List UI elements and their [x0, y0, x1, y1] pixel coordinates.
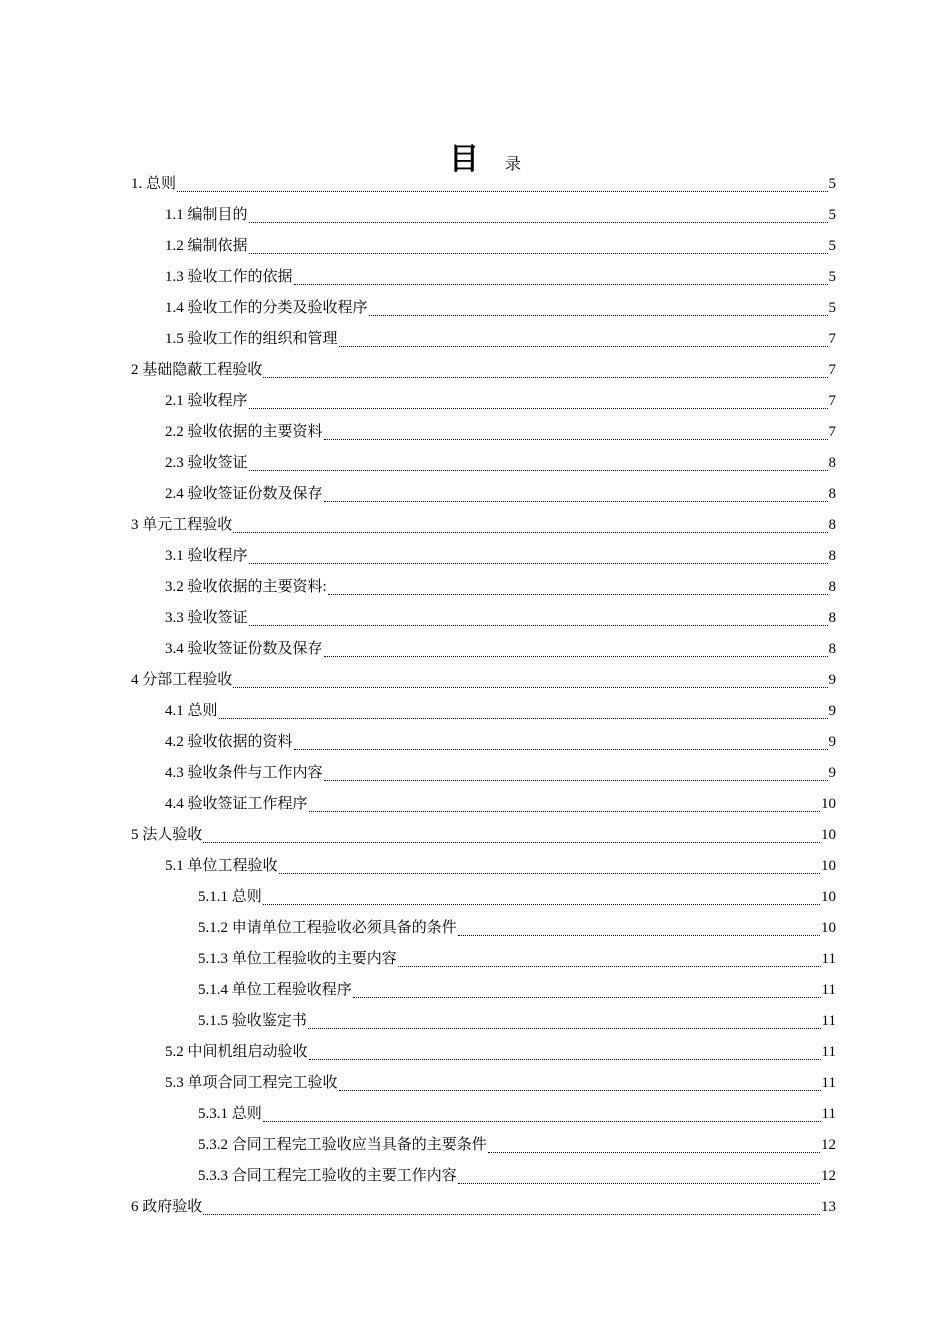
toc-entry-page-number: 5: [828, 300, 836, 316]
toc-entry-page-number: 9: [828, 672, 836, 688]
toc-entry[interactable]: [0, 355, 950, 386]
toc-entry[interactable]: [0, 851, 950, 882]
toc-entry[interactable]: [0, 665, 950, 696]
dot-leader: [324, 655, 828, 657]
toc-entry-label: 5.1.3 单位工程验收的主要内容: [198, 951, 397, 967]
toc-entry[interactable]: [0, 1068, 950, 1099]
dot-leader: [279, 872, 820, 874]
dot-leader: [233, 686, 827, 688]
dot-leader: [203, 1213, 820, 1215]
toc-entry[interactable]: [0, 479, 950, 510]
dot-leader: [249, 562, 828, 564]
dot-leader: [309, 810, 820, 812]
toc-entry-page-number: 5: [828, 269, 836, 285]
toc-entry[interactable]: [0, 975, 950, 1006]
toc-entry[interactable]: [0, 448, 950, 479]
toc-entry-label: 5.2 中间机组启动验收: [165, 1044, 308, 1060]
toc-entry-page-number: 8: [828, 486, 836, 502]
dot-leader: [249, 624, 828, 626]
dot-leader: [328, 593, 828, 595]
toc-entry-page-number: 11: [821, 1013, 836, 1029]
toc-entry-page-number: 8: [828, 455, 836, 471]
toc-entry[interactable]: [0, 1192, 950, 1223]
toc-entry-label: 5.3.3 合同工程完工验收的主要工作内容: [198, 1168, 457, 1184]
toc-entry-label: 3.3 验收签证: [165, 610, 248, 626]
toc-entry-page-number: 8: [828, 517, 836, 533]
toc-entry-page-number: 8: [828, 641, 836, 657]
dot-leader: [249, 407, 828, 409]
dot-leader: [353, 996, 821, 998]
toc-entry-label: 4.2 验收依据的资料: [165, 734, 293, 750]
dot-leader: [294, 283, 828, 285]
toc-entry-label: 1.5 验收工作的组织和管理: [165, 331, 338, 347]
toc-entry-label: 5.1.1 总则: [198, 889, 262, 905]
toc-entry-page-number: 10: [821, 827, 836, 843]
toc-entry-label: 4.4 验收签证工作程序: [165, 796, 308, 812]
toc-entry-label: 2.2 验收依据的主要资料: [165, 424, 323, 440]
dot-leader: [263, 1120, 821, 1122]
toc-entry-page-number: 12: [821, 1137, 836, 1153]
dot-leader: [339, 1089, 821, 1091]
toc-entry-label: 5.3.1 总则: [198, 1106, 262, 1122]
toc-entry[interactable]: [0, 1099, 950, 1130]
toc-entry-page-number: 10: [821, 889, 836, 905]
toc-entry-page-number: 9: [828, 703, 836, 719]
toc-entry-page-number: 11: [821, 1075, 836, 1091]
toc-entry[interactable]: [0, 541, 950, 572]
toc-entry-page-number: 7: [828, 362, 836, 378]
toc-entry[interactable]: [0, 386, 950, 417]
toc-entry-label: 2.1 验收程序: [165, 393, 248, 409]
toc-entry-label: 2.4 验收签证份数及保存: [165, 486, 323, 502]
toc-title-sub: 录: [504, 156, 521, 173]
toc-entry-label: 2 基础隐蔽工程验收: [131, 362, 263, 378]
toc-entry-label: 3.1 验收程序: [165, 548, 248, 564]
toc-entry-label: 1.2 编制依据: [165, 238, 248, 254]
toc-entry-page-number: 11: [821, 1044, 836, 1060]
toc-entry[interactable]: [0, 696, 950, 727]
toc-entry[interactable]: [0, 603, 950, 634]
toc-entry-page-number: 7: [828, 424, 836, 440]
toc-entry-page-number: 8: [828, 548, 836, 564]
dot-leader: [324, 779, 828, 781]
toc-list: [0, 169, 950, 1223]
toc-entry-page-number: 10: [821, 858, 836, 874]
toc-entry[interactable]: [0, 293, 950, 324]
toc-entry-label: 4 分部工程验收: [131, 672, 233, 688]
toc-entry-page-number: 5: [828, 207, 836, 223]
toc-entry[interactable]: [0, 510, 950, 541]
toc-entry[interactable]: [0, 789, 950, 820]
toc-entry[interactable]: [0, 417, 950, 448]
dot-leader: [249, 221, 828, 223]
dot-leader: [458, 1182, 820, 1184]
toc-entry[interactable]: [0, 913, 950, 944]
toc-entry-label: 6 政府验收: [131, 1199, 203, 1215]
toc-entry-label: 4.1 总则: [165, 703, 218, 719]
toc-entry-label: 2.3 验收签证: [165, 455, 248, 471]
toc-entry[interactable]: [0, 169, 950, 200]
dot-leader: [249, 469, 828, 471]
dot-leader: [294, 748, 828, 750]
toc-entry-page-number: 5: [828, 176, 836, 192]
toc-entry-label: 3 单元工程验收: [131, 517, 233, 533]
dot-leader: [398, 965, 821, 967]
dot-leader: [458, 934, 820, 936]
dot-leader: [177, 190, 827, 192]
toc-entry-label: 1.1 编制目的: [165, 207, 248, 223]
dot-leader: [308, 1027, 821, 1029]
toc-entry-label: 3.2 验收依据的主要资料:: [165, 579, 327, 595]
dot-leader: [219, 717, 828, 719]
toc-entry[interactable]: [0, 882, 950, 913]
toc-entry-label: 3.4 验收签证份数及保存: [165, 641, 323, 657]
toc-entry-page-number: 10: [821, 796, 836, 812]
toc-entry-label: 5.1.5 验收鉴定书: [198, 1013, 307, 1029]
toc-entry-label: 1.3 验收工作的依据: [165, 269, 293, 285]
dot-leader: [263, 376, 827, 378]
toc-entry-label: 5.1 单位工程验收: [165, 858, 278, 874]
toc-entry-label: 5 法人验收: [131, 827, 203, 843]
toc-entry[interactable]: [0, 262, 950, 293]
dot-leader: [309, 1058, 821, 1060]
toc-entry-label: 4.3 验收条件与工作内容: [165, 765, 323, 781]
toc-entry[interactable]: [0, 1130, 950, 1161]
toc-title-main: 目: [448, 143, 479, 176]
dot-leader: [324, 438, 828, 440]
toc-entry[interactable]: [0, 1161, 950, 1192]
toc-entry[interactable]: [0, 324, 950, 355]
toc-entry-page-number: 9: [828, 765, 836, 781]
toc-entry[interactable]: [0, 200, 950, 231]
toc-entry[interactable]: [0, 1006, 950, 1037]
toc-entry[interactable]: [0, 820, 950, 851]
toc-entry[interactable]: [0, 758, 950, 789]
toc-entry-page-number: 11: [821, 951, 836, 967]
toc-entry-page-number: 7: [828, 331, 836, 347]
dot-leader: [339, 345, 828, 347]
toc-entry[interactable]: [0, 944, 950, 975]
dot-leader: [249, 252, 828, 254]
toc-entry[interactable]: [0, 727, 950, 758]
toc-entry-label: 5.1.2 申请单位工程验收必须具备的条件: [198, 920, 457, 936]
toc-entry-page-number: 11: [821, 982, 836, 998]
dot-leader: [203, 841, 820, 843]
toc-entry[interactable]: [0, 572, 950, 603]
toc-entry-page-number: 7: [828, 393, 836, 409]
toc-entry-page-number: 10: [821, 920, 836, 936]
toc-entry-label: 5.1.4 单位工程验收程序: [198, 982, 352, 998]
dot-leader: [369, 314, 828, 316]
dot-leader: [263, 903, 820, 905]
dot-leader: [233, 531, 827, 533]
dot-leader: [324, 500, 828, 502]
toc-entry-page-number: 8: [828, 610, 836, 626]
toc-entry-page-number: 8: [828, 579, 836, 595]
toc-entry[interactable]: [0, 1037, 950, 1068]
toc-entry[interactable]: [0, 634, 950, 665]
toc-entry-page-number: 13: [821, 1199, 836, 1215]
toc-entry-page-number: 5: [828, 238, 836, 254]
dot-leader: [488, 1151, 820, 1153]
toc-entry-label: 5.3.2 合同工程完工验收应当具备的主要条件: [198, 1137, 487, 1153]
toc-entry-label: 1.4 验收工作的分类及验收程序: [165, 300, 368, 316]
toc-entry-page-number: 11: [821, 1106, 836, 1122]
toc-entry-label: 1. 总则: [131, 176, 177, 192]
toc-entry-label: 5.3 单项合同工程完工验收: [165, 1075, 338, 1091]
toc-entry-page-number: 9: [828, 734, 836, 750]
toc-entry[interactable]: [0, 231, 950, 262]
toc-entry-page-number: 12: [821, 1168, 836, 1184]
